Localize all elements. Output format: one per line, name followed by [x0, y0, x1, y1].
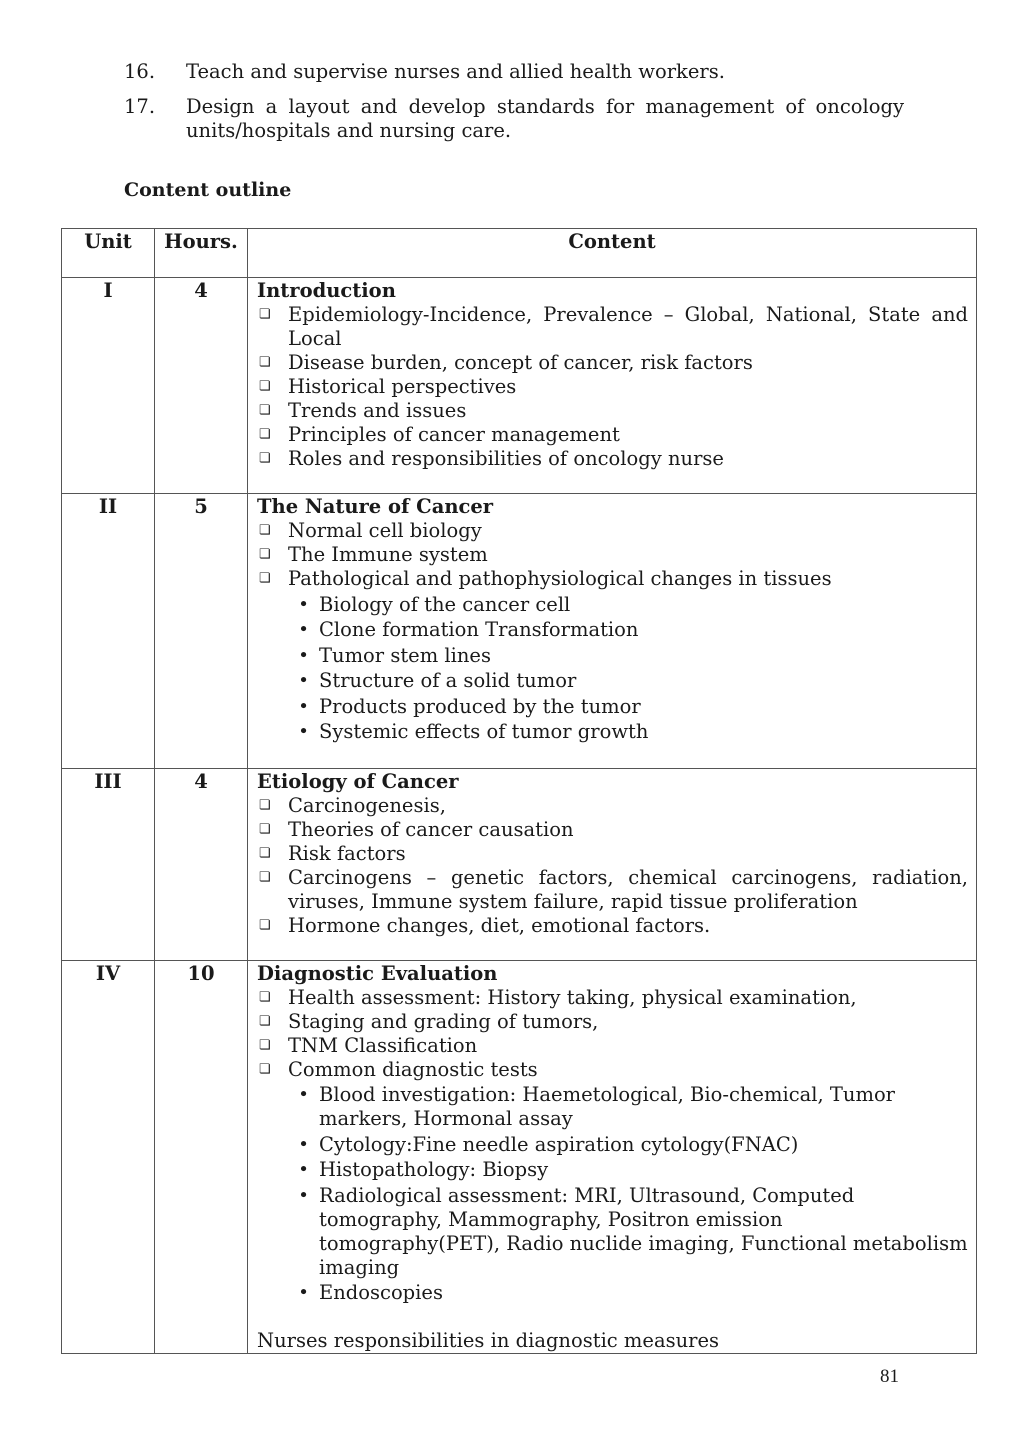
table-header-row: [62, 229, 977, 278]
checkbox-square-icon: ❏: [259, 821, 271, 837]
page-number: 81: [880, 1366, 899, 1387]
topic-list: [257, 519, 968, 744]
list-item: [257, 986, 968, 1010]
list-item-text: Common diagnostic tests: [288, 1057, 538, 1081]
sub-list-item-text: Systemic effects of tumor growth: [319, 720, 649, 743]
list-item-text: Health assessment: History taking, physical examination,: [288, 985, 857, 1009]
sub-list-item: [288, 695, 968, 719]
list-item-text: TNM Classification: [288, 1033, 478, 1057]
content-cell: [248, 960, 977, 1354]
bullet-dot-icon: •: [298, 1084, 309, 1105]
unit-title: Etiology of Cancer: [257, 769, 459, 793]
unit-cell: III: [62, 768, 155, 960]
objective-text: Teach and supervise nurses and allied health workers.: [186, 60, 725, 83]
bullet-dot-icon: •: [298, 619, 309, 640]
list-item: [257, 866, 968, 914]
bullet-dot-icon: •: [298, 670, 309, 691]
table-row: [62, 960, 977, 1354]
list-item: [257, 1010, 968, 1034]
section-title: Content outline: [124, 179, 292, 201]
content-cell: [248, 768, 977, 960]
list-item-text: Staging and grading of tumors,: [288, 1009, 599, 1033]
list-item: [257, 914, 968, 938]
checkbox-square-icon: ❏: [259, 1061, 271, 1077]
checkbox-square-icon: ❏: [259, 523, 271, 538]
list-item: [257, 375, 968, 399]
checkbox-square-icon: ❏: [259, 571, 271, 586]
checkbox-square-icon: ❏: [259, 307, 271, 322]
content-cell: [248, 278, 977, 494]
list-item-text: Hormone changes, diet, emotional factors.: [288, 913, 711, 937]
unit-cell: I: [62, 278, 155, 494]
table-row: [62, 278, 977, 494]
sub-list-item: [288, 1184, 968, 1280]
list-item-text: Carcinogens – genetic factors, chemical carcinogens, radiation, viruses, Immune system failure, rapid tissue proliferation: [288, 865, 968, 913]
list-item-text: Risk factors: [288, 841, 406, 865]
topic-list: [257, 794, 968, 938]
objectives-list: [124, 60, 904, 154]
objective-text: Design a layout and develop standards for management of oncology units/hospitals and nursing care.: [186, 95, 904, 142]
list-item-text: Historical perspectives: [288, 375, 517, 398]
sub-list: [288, 1083, 968, 1305]
table-row: [62, 494, 977, 769]
sub-list-item: [288, 593, 968, 617]
list-item: [257, 399, 968, 423]
unit-cell: IV: [62, 960, 155, 1354]
sub-list-item-text: Biology of the cancer cell: [319, 592, 571, 616]
bullet-dot-icon: •: [298, 1184, 309, 1206]
checkbox-square-icon: ❏: [259, 917, 271, 933]
hours-cell: 4: [155, 278, 248, 494]
list-item-text: Disease burden, concept of cancer, risk factors: [288, 351, 753, 374]
sub-list: [288, 593, 968, 745]
content-cell: [248, 494, 977, 769]
list-item-text: Pathological and pathophysiological changes in tissues: [288, 567, 832, 590]
list-item: [257, 1058, 968, 1082]
checkbox-square-icon: ❏: [259, 845, 271, 861]
list-item: [257, 423, 968, 447]
list-item-text: Roles and responsibilities of oncology nurse: [288, 447, 724, 470]
hours-cell: 4: [155, 768, 248, 960]
list-item: [257, 567, 968, 591]
sub-list-item: [288, 1158, 968, 1182]
sub-list-item: [288, 1083, 968, 1131]
checkbox-square-icon: ❏: [259, 1037, 271, 1053]
bullet-dot-icon: •: [298, 593, 309, 615]
list-item: [257, 519, 968, 543]
hours-cell: 5: [155, 494, 248, 769]
header-hours: Hours.: [155, 229, 248, 278]
list-item-text: Theories of cancer causation: [288, 817, 574, 841]
list-item-text: Carcinogenesis,: [288, 793, 446, 817]
sub-list-item: [288, 669, 968, 693]
unit-note: Nurses responsibilities in diagnostic measures: [257, 1329, 720, 1352]
checkbox-square-icon: ❏: [259, 355, 271, 370]
list-item-text: Trends and issues: [288, 399, 467, 422]
list-item-text: Normal cell biology: [288, 519, 482, 542]
bullet-dot-icon: •: [298, 644, 309, 666]
sub-list-item-text: Radiological assessment: MRI, Ultrasound, Computed tomography, Mammography, Positron emission tomography(PET), Radio nuclide imaging, Functional metabolism imaging: [319, 1183, 968, 1279]
table-row: [62, 768, 977, 960]
list-item-text: Principles of cancer management: [288, 423, 620, 446]
sub-list-item-text: Cytology:Fine needle aspiration cytology(FNAC): [319, 1132, 799, 1156]
unit-title: Diagnostic Evaluation: [257, 961, 498, 985]
objective-number: 16.: [124, 60, 156, 83]
checkbox-square-icon: ❏: [259, 547, 271, 562]
checkbox-square-icon: ❏: [259, 379, 271, 394]
bullet-dot-icon: •: [298, 695, 309, 717]
sub-list-item: [288, 1281, 968, 1305]
checkbox-square-icon: ❏: [259, 869, 271, 885]
sub-list-item: [288, 1133, 968, 1157]
sub-list-item-text: Structure of a solid tumor: [319, 669, 577, 692]
objective-number: 17.: [124, 95, 156, 118]
bullet-dot-icon: •: [298, 1159, 309, 1180]
list-item: [257, 351, 968, 375]
unit-cell: II: [62, 494, 155, 769]
header-unit: Unit: [62, 229, 155, 278]
objective-item: [124, 60, 904, 84]
content-outline-table: [61, 228, 977, 1354]
topic-list: [257, 303, 968, 471]
sub-list-item-text: Histopathology: Biopsy: [319, 1158, 549, 1181]
list-item: [257, 447, 968, 471]
checkbox-square-icon: ❏: [259, 797, 271, 813]
header-content: Content: [248, 229, 977, 278]
list-item: [257, 818, 968, 842]
sub-list-item: [288, 720, 968, 744]
checkbox-square-icon: ❏: [259, 1013, 271, 1029]
checkbox-square-icon: ❏: [259, 989, 271, 1005]
sub-list-item: [288, 618, 968, 642]
list-item: [257, 794, 968, 818]
sub-list-item-text: Tumor stem lines: [319, 643, 491, 667]
bullet-dot-icon: •: [298, 721, 309, 742]
unit-title: Introduction: [257, 279, 396, 302]
list-item: [257, 1034, 968, 1058]
checkbox-square-icon: ❏: [259, 403, 271, 418]
sub-list-item-text: Clone formation Transformation: [319, 618, 639, 641]
list-item: [257, 303, 968, 351]
objective-item: [124, 95, 904, 143]
bullet-dot-icon: •: [298, 1282, 309, 1303]
hours-cell: 10: [155, 960, 248, 1354]
list-item: [257, 842, 968, 866]
list-item-text: The Immune system: [288, 543, 488, 566]
list-item: [257, 543, 968, 567]
checkbox-square-icon: ❏: [259, 427, 271, 442]
sub-list-item: [288, 644, 968, 668]
checkbox-square-icon: ❏: [259, 451, 271, 466]
topic-list: [257, 986, 968, 1306]
sub-list-item-text: Blood investigation: Haemetological, Bio-chemical, Tumor markers, Hormonal assay: [319, 1083, 896, 1130]
sub-list-item-text: Endoscopies: [319, 1281, 443, 1304]
list-item-text: Epidemiology-Incidence, Prevalence – Global, National, State and Local: [288, 303, 968, 350]
sub-list-item-text: Products produced by the tumor: [319, 694, 641, 718]
unit-title: The Nature of Cancer: [257, 495, 494, 518]
bullet-dot-icon: •: [298, 1133, 309, 1155]
